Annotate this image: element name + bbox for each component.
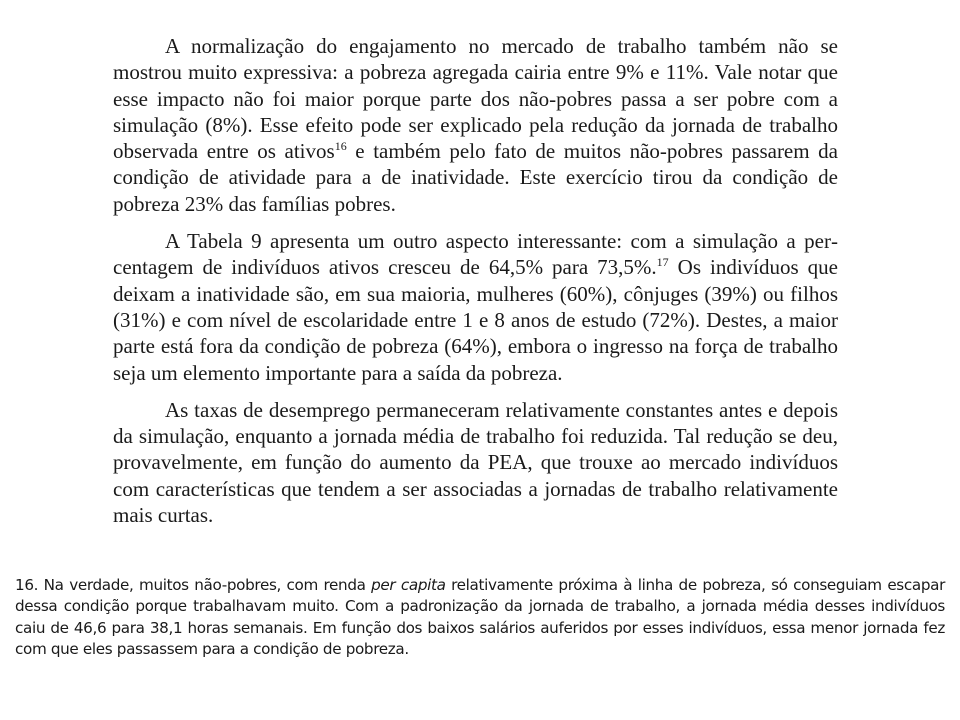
paragraph-3-text: As taxas de desemprego permaneceram relativamente constantes antes e depois da simulação, enquanto a jornada média de trabalho foi reduzida. Tal redução se deu, provavelmente, em função do aumento da PEA, que trouxe ao mercado indivíduos com características que tendem a ser associadas a jornadas de trabalho relativamente mais curtas. bbox=[113, 397, 838, 528]
footnote-text-b: relativamente próxima à linha de pobreza, só conseguiam escapar dessa condição porque trabalhavam muito. Com a padronização da jornada de trabalho, a jornada média desses indivíduos caiu de 46,6 para 38,1 horas semanais. Em função dos baixos salários auferidos por esses indivíduos, essa menor jornada fez com que eles passassem para a condição de pobreza. bbox=[15, 576, 945, 659]
footnote-text-a: 16. Na verdade, muitos não-pobres, com renda bbox=[15, 576, 372, 594]
footnote-16 bbox=[15, 575, 945, 661]
paragraph-2-text-b: Os indivíduos que deixam a inatividade são, em sua maioria, mulheres (60%), cônjuges (39%) ou filhos (31%) e com nível de escolaridade entre 1 e 8 anos de estudo (72%). Destes, a maior parte está fora da condição de pobreza (64%), embora o ingresso na força de trabalho seja um elemento importante para a saída da pobreza. bbox=[113, 255, 838, 385]
footnote-italic-term: per capita bbox=[371, 576, 446, 594]
paragraph-1-text-a: A normalização do engajamento no mercado de trabalho também não se mostrou muito expressiva: a pobreza agregada cairia entre 9% e 11%. Vale notar que esse impacto não foi maior porque parte dos não-pobres passa a ser pobre com a simulação (8%). Esse efeito pode ser explicado pela redução da jornada de trabalho observada entre os ativos bbox=[113, 34, 838, 164]
footnote-ref-17[interactable]: 17 bbox=[656, 255, 669, 270]
paragraph-2-text-a: A Tabela 9 apresenta um outro aspecto interessante: com a simulação a percentagem de indivíduos ativos cresceu de 64,5% para 73,5%. bbox=[113, 229, 838, 280]
paragraph-1 bbox=[113, 33, 838, 217]
paragraph-2 bbox=[113, 228, 838, 386]
body-text bbox=[113, 33, 838, 539]
paragraph-1-text-b: e também pelo fato de muitos não-pobres passarem da condição de atividade para a de inatividade. Este exercício tirou da condição de pobreza 23% das famílias pobres. bbox=[113, 139, 838, 216]
paragraph-3 bbox=[113, 397, 838, 528]
footnote-ref-16[interactable]: 16 bbox=[334, 139, 347, 154]
